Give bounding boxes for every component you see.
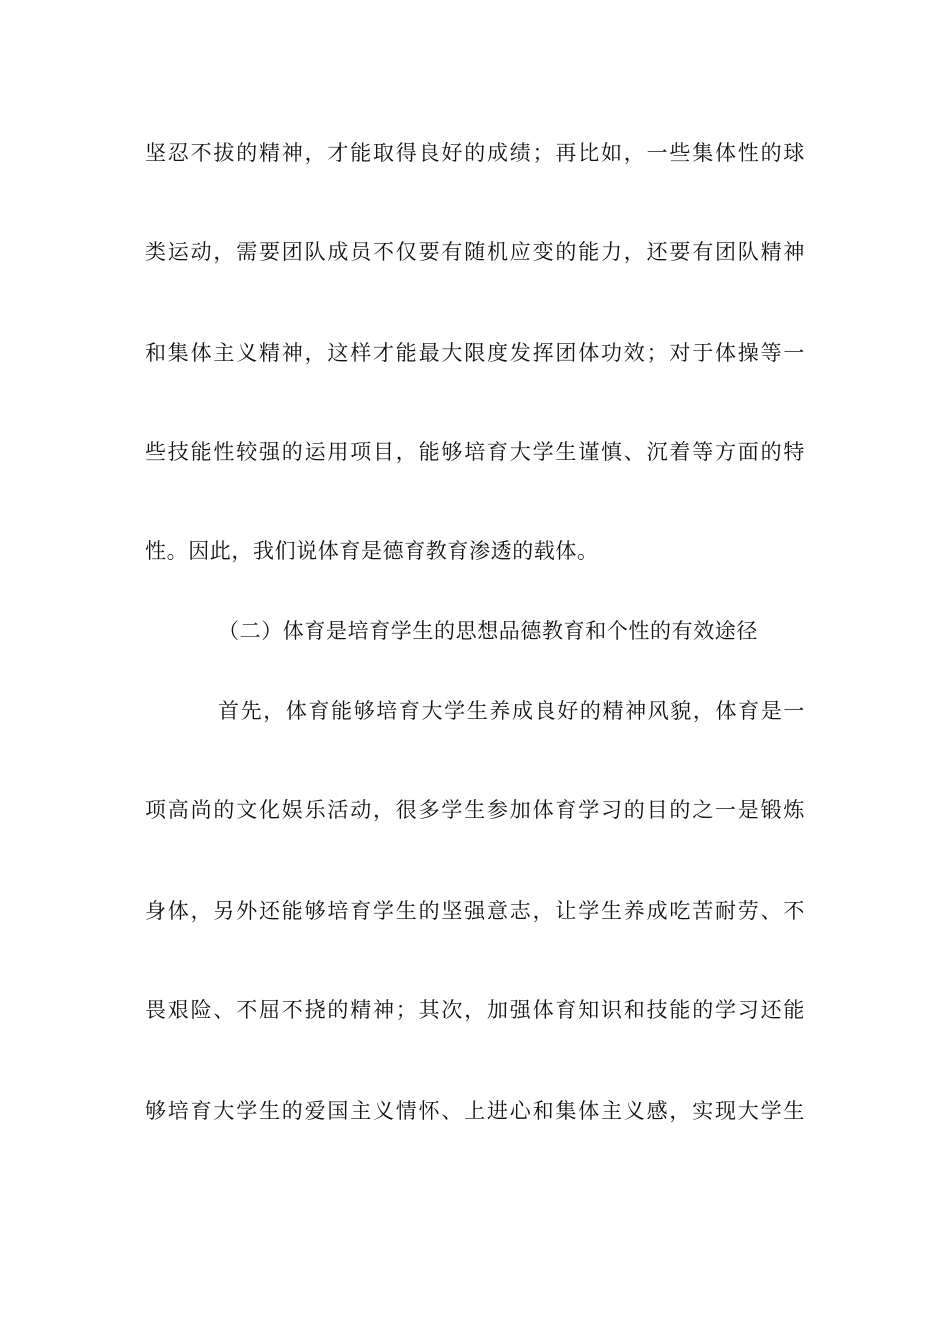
paragraph-line: 项高尚的文化娱乐活动，很多学生参加体育学习的目的之一是锻炼 (145, 798, 805, 822)
paragraph-line: 坚忍不拔的精神，才能取得良好的成绩；再比如，一些集体性的球 (145, 141, 805, 165)
paragraph-line: 些技能性较强的运用项目，能够培育大学生谨慎、沉着等方面的特 (145, 440, 805, 464)
paragraph-line: 够培育大学生的爱国主义情怀、上进心和集体主义感，实现大学生 (145, 1099, 805, 1123)
paragraph-line-indented: 首先，体育能够培育大学生养成良好的精神风貌，体育是一 (218, 699, 805, 723)
paragraph-line: 身体，另外还能够培育学生的坚强意志，让学生养成吃苦耐劳、不 (145, 899, 805, 923)
section-heading: （二）体育是培育学生的思想品德教育和个性的有效途径 (218, 619, 758, 643)
paragraph-line: 类运动，需要团队成员不仅要有随机应变的能力，还要有团队精神 (145, 240, 805, 264)
paragraph-line: 畏艰险、不屈不挠的精神；其次，加强体育知识和技能的学习还能 (145, 998, 805, 1022)
paragraph-line: 和集体主义精神，这样才能最大限度发挥团体功效；对于体操等一 (145, 341, 805, 365)
paragraph-line: 性。因此，我们说体育是德育教育渗透的载体。 (145, 539, 599, 563)
